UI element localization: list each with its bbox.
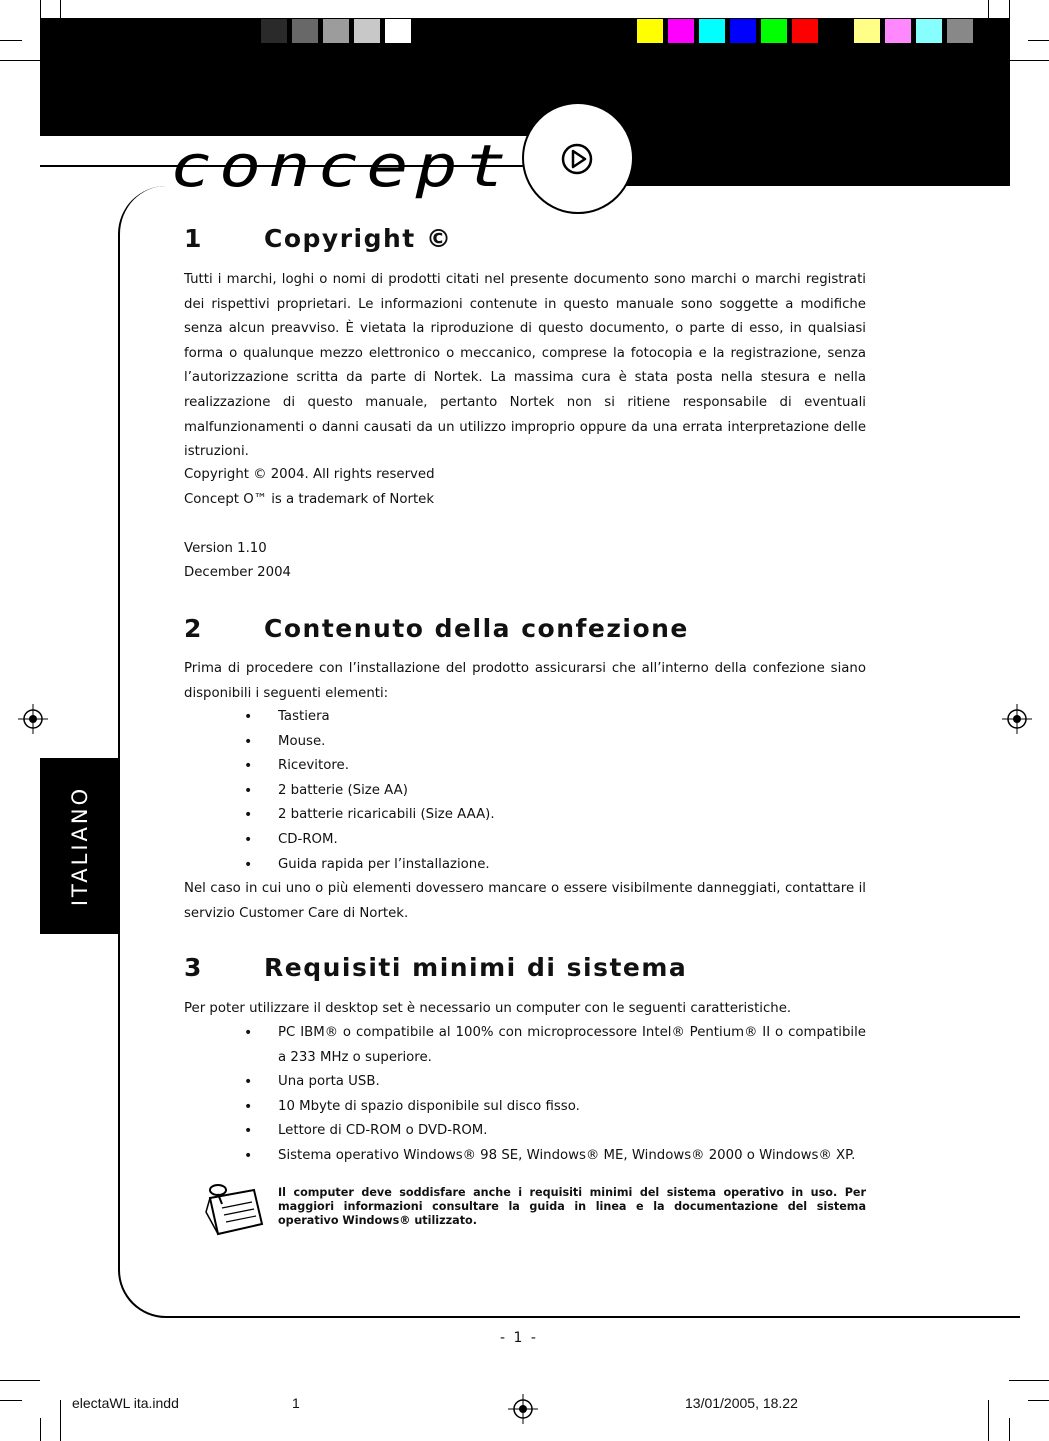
color-swatch <box>853 18 881 44</box>
color-swatch <box>636 18 664 44</box>
section-heading-copyright <box>184 224 452 253</box>
color-swatch <box>791 18 819 44</box>
list-item: • Ricevitore. <box>244 754 866 779</box>
play-circle-icon <box>560 142 594 176</box>
gray-swatch <box>353 18 381 44</box>
footer-page: 1 <box>292 1395 300 1411</box>
section-title: Copyright © <box>264 224 453 253</box>
gray-swatch <box>260 18 288 44</box>
requirements-note: Il computer deve soddisfare anche i requisiti minimi del sistema operativo in uso. Per maggiori informazioni consultare la guida in linea e la documentazione del sistema operativo Windows® utilizzato. <box>278 1186 866 1227</box>
color-swatch <box>760 18 788 44</box>
color-swatch <box>884 18 912 44</box>
package-intro: Prima di procedere con l’installazione del prodotto assicurarsi che all’interno della confezione siano disponibili i seguenti elementi: <box>184 661 866 701</box>
color-swatch <box>667 18 695 44</box>
list-item: • Una porta USB. <box>244 1070 866 1095</box>
color-swatch <box>698 18 726 44</box>
list-item: • 10 Mbyte di spazio disponibile sul disco fisso. <box>244 1095 866 1120</box>
list-item: • 2 batterie (Size AA) <box>244 779 866 804</box>
language-label: ITALIANO <box>68 785 92 907</box>
version-line: Version 1.10 <box>184 541 267 556</box>
footer-timestamp: 13/01/2005, 18.22 <box>685 1395 798 1411</box>
registration-mark-icon <box>1002 704 1032 734</box>
section-title: Contenuto della confezione <box>264 614 689 643</box>
list-item: • 2 batterie ricaricabili (Size AAA). <box>244 803 866 828</box>
registration-mark-icon <box>508 1394 538 1424</box>
list-item: • Lettore di CD-ROM o DVD-ROM. <box>244 1119 866 1144</box>
trademark-line: Concept O™ is a trademark of Nortek <box>184 492 435 507</box>
note-pin-icon <box>196 1180 268 1242</box>
copyright-paragraph: Tutti i marchi, loghi o nomi di prodotti citati nel presente documento sono marchi o marchi registrati dei rispettivi proprietari. Le informazioni contenute in questo manuale sono soggette a modifiche senza alcun preavviso. È vietata la riproduzione di questo documento, o parte di esso, in qualsiasi forma o qualunque mezzo elettronico o meccanico, comprese la fotocopia e la registrazione, senza l’autorizzazione scritta da parte di Nortek. La massima cura è stata posta nella stesura e nella realizzazione di questo manuale, pertanto Nortek non si ritiene responsabile di eventuali malfunzionamenti o danni causati da un utilizzo improprio oppure da una errata interpretazione delle istruzioni. <box>184 272 866 460</box>
requirements-intro: Per poter utilizzare il desktop set è necessario un computer con le seguenti caratteristiche. <box>184 1001 792 1016</box>
color-swatch <box>729 18 757 44</box>
color-swatch <box>915 18 943 44</box>
registration-mark-icon <box>18 704 48 734</box>
color-swatch <box>946 18 974 44</box>
list-item: • PC IBM® o compatibile al 100% con microprocessore Intel® Pentium® II o compatibile a 233 MHz o superiore. <box>244 1021 866 1070</box>
list-item: • CD-ROM. <box>244 828 866 853</box>
date-line: December 2004 <box>184 565 292 580</box>
list-item: • Mouse. <box>244 730 866 755</box>
package-list <box>244 705 866 877</box>
section-heading-package-contents <box>184 614 689 643</box>
list-item: • Tastiera <box>244 705 866 730</box>
list-item: • Guida rapida per l’installazione. <box>244 853 866 878</box>
page-number: - 1 - <box>500 1330 538 1346</box>
section-number: 1 <box>184 224 203 253</box>
concept-logo: concept <box>170 132 514 200</box>
requirements-list <box>244 1021 866 1169</box>
color-swatch <box>822 18 850 44</box>
gray-swatch <box>384 18 412 44</box>
section-heading-system-requirements <box>184 953 687 982</box>
package-outro: Nel caso in cui uno o più elementi dovessero mancare o essere visibilmente danneggiati, contattare il servizio Customer Care di Nortek. <box>184 881 866 921</box>
gray-swatch <box>291 18 319 44</box>
section-number: 3 <box>184 953 203 982</box>
section-number: 2 <box>184 614 203 643</box>
footer-filename: electaWL ita.indd <box>72 1395 179 1411</box>
language-side-tab <box>40 758 120 934</box>
copyright-line: Copyright © 2004. All rights reserved <box>184 467 435 482</box>
gray-swatch <box>322 18 350 44</box>
section-title: Requisiti minimi di sistema <box>264 953 688 982</box>
registration-mark-icon <box>508 18 538 48</box>
list-item: • Sistema operativo Windows® 98 SE, Windows® ME, Windows® 2000 o Windows® XP. <box>244 1144 866 1169</box>
